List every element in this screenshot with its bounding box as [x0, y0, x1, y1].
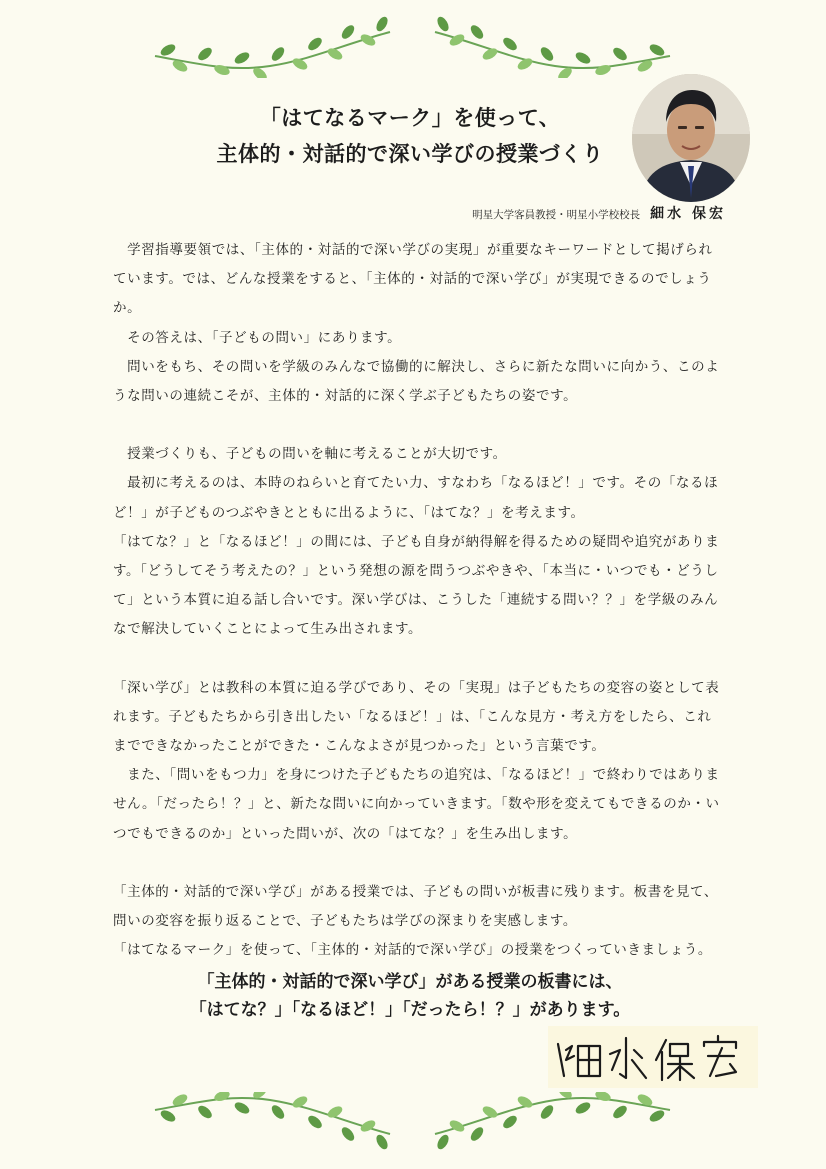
title-line-1: 「はてなるマーク」を使って、	[259, 106, 561, 130]
body-paragraph: 授業づくりも、子どもの問いを軸に考えることが大切です。	[113, 446, 507, 463]
page-title	[150, 100, 670, 172]
author-portrait	[632, 74, 750, 202]
leaf-icon	[269, 1103, 286, 1121]
leaf-icon	[501, 35, 519, 52]
leaf-icon	[159, 42, 177, 58]
leaf-icon	[574, 50, 592, 66]
leaf-icon	[269, 45, 286, 63]
author-signature	[548, 1026, 758, 1088]
leaf-icon	[196, 1103, 214, 1120]
leaf-icon	[359, 1118, 377, 1134]
handwritten-signature	[548, 1026, 758, 1088]
leaf-icon	[501, 1113, 519, 1130]
closing-line-1: 「主体的・対話的で深い学び」がある授業の板書には、	[197, 972, 623, 992]
vine-ornament-bottom-left	[150, 1092, 395, 1152]
vine-ornament-bottom-right	[430, 1092, 675, 1152]
vine-ornament-top-left	[150, 14, 395, 78]
closing-statement	[150, 968, 670, 1024]
body-paragraph: 問いをもち、その問いを学級のみんなで協働的に解決し、さらに新たな問いに向かう、このような問いの連続こそが、主体的・対話的に深く学ぶ子どもたちの姿です。	[113, 358, 720, 405]
body-paragraph: 最初に考えるのは、本時のねらいと育てたい力、すなわち「なるほど！」です。その「なるほど！」が子どものつぶやきとともに出るように、「はてな？」を考えます。	[113, 475, 719, 521]
leaf-icon	[468, 23, 485, 41]
author-affiliation: 明星大学客員教授・明星小学校校長	[472, 209, 641, 221]
leaf-icon	[448, 32, 466, 48]
body-paragraph: その答えは、「子どもの問い」にあります。	[113, 329, 402, 346]
leaf-icon	[648, 1108, 666, 1124]
body-paragraph: 学習指導要領では、「主体的・対話的で深い学びの実現」が重要なキーワードとして掲げられています。では、どんな授業をすると、「主体的・対話的で深い学び」が実現できるのでしょうか。	[113, 242, 713, 317]
leaf-icon	[213, 63, 231, 77]
leaf-icon	[611, 45, 629, 62]
author-name: 細水 保宏	[650, 206, 726, 222]
leaf-icon	[339, 1125, 356, 1143]
body-paragraph: 「はてなるマーク」を使って、「主体的・対話的で深い学び」の授業をつくっていきましょう。	[113, 942, 713, 959]
leaf-icon	[448, 1118, 466, 1134]
body-paragraph: 「深い学び」とは教科の本質に迫る学びであり、その「実現」は子どもたちの変容の姿として表れます。子どもたちから引き出したい「なるほど！」は、「こんな見方・考え方をしたら、これまでできなかったことができた・こんなよさが見つかった」という言葉です。	[113, 679, 720, 755]
body-paragraph: また、「問いをもつ力」を身につけた子どもたちの追究は、「なるほど！」で終わりではありません。「だったら！？」と、新たな問いに向かっていきます。「数や形を変えてもできるのか・いつでもできるのか」といった問いが、次の「はてな？」を生み出します。	[113, 767, 720, 842]
leaf-icon	[306, 1113, 324, 1130]
leaf-icon	[339, 23, 356, 41]
article-body	[113, 236, 723, 965]
leaf-icon	[306, 35, 324, 52]
leaf-icon	[574, 1100, 592, 1116]
author-byline	[472, 203, 726, 223]
leaf-icon	[435, 1133, 451, 1151]
leaf-icon	[374, 15, 390, 33]
leaf-icon	[648, 42, 666, 58]
leaf-icon	[611, 1103, 629, 1120]
portrait-photo	[632, 74, 750, 202]
leaf-icon	[538, 1103, 555, 1121]
body-paragraph: 「はてな？」と「なるほど！」の間には、子ども自身が納得解を得るための疑問や追究があります。「どうしてそう考えたの？」という発想の源を問うつぶやきや、「本当に・いつでも・どうして」という本質に迫る話し合いです。深い学びは、こうした「連続する問い？？」を学級のみんなで解決していくことによって生み出されます。	[113, 533, 720, 638]
leaf-icon	[196, 45, 214, 62]
title-line-2: 主体的・対話的で深い学びの授業づくり	[216, 142, 604, 166]
leaf-icon	[468, 1125, 485, 1143]
vine-ornament-top-right	[430, 14, 675, 78]
body-paragraph: 「主体的・対話的で深い学び」がある授業では、子どもの問いが板書に残ります。板書を見て、問いの変容を振り返ることで、子どもたちは学びの深まりを実感します。	[113, 883, 718, 930]
leaf-icon	[233, 1100, 251, 1116]
leaf-icon	[594, 63, 612, 77]
closing-line-2: 「はてな？」「なるほど！」「だったら！？」があります。	[189, 1000, 631, 1020]
leaf-icon	[159, 1108, 177, 1124]
leaf-icon	[233, 50, 251, 66]
leaf-icon	[538, 45, 555, 63]
leaf-icon	[435, 15, 451, 33]
leaf-icon	[374, 1133, 390, 1151]
leaf-icon	[359, 32, 377, 48]
